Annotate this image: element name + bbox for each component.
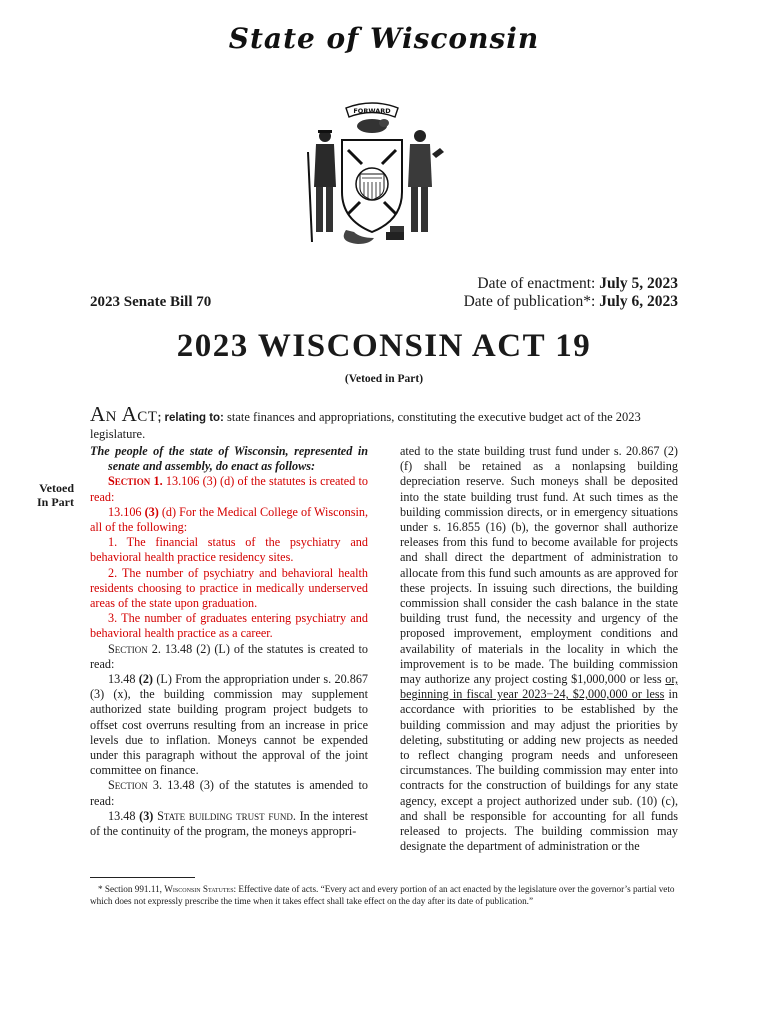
footnote-rule	[90, 877, 195, 878]
left-column	[90, 444, 368, 839]
right-column	[400, 444, 678, 854]
wisconsin-coat-of-arms-seal	[298, 92, 446, 250]
enactment-date-line	[464, 275, 678, 293]
section-2-text: 13.48 (2) (L) of the statutes is created to read:	[90, 641, 369, 671]
section-3-sub: (3)	[139, 808, 154, 823]
state-title: State of Wisconsin	[228, 22, 540, 55]
section-1-label: Section 1.	[108, 474, 163, 489]
an-act-label: An Act	[90, 402, 158, 426]
section-3-label: Section 3.	[108, 778, 163, 793]
seal-motto: FORWARD	[353, 107, 391, 115]
relating-clause	[90, 402, 690, 442]
vetoed-margin-note	[30, 481, 74, 509]
section-2-number: 13.48	[108, 672, 139, 687]
publication-date-line	[464, 293, 678, 311]
section-1-number: 13.106	[108, 504, 145, 519]
section-1-body-text: (d) For the Medical College of Wisconsin, all of the following:	[90, 504, 369, 535]
publication-date: July 6, 2023	[599, 293, 678, 310]
section-1-item-2: 2. The number of psychiatry and behavioral health residents choosing to practice in medically underserved areas of the state upon graduation.	[90, 565, 368, 611]
bill-number: 2023 Senate Bill 70	[90, 294, 212, 310]
section-2-sub: (2)	[138, 672, 153, 687]
vetoed-note: (Vetoed in Part)	[344, 373, 424, 385]
section-2-label: Section 2.	[108, 641, 161, 656]
section-3-caption: State building trust fund.	[153, 808, 296, 823]
inserted-text: or, beginning in fiscal year 2023−24, $2,000,000 or less	[400, 672, 678, 702]
enacting-clause: The people of the state of Wisconsin, represented in senate and assembly, do enact as follows:	[90, 444, 368, 474]
enactment-label: Date of enactment:	[477, 275, 596, 292]
section-1-item-1: 1. The financial status of the psychiatry and behavioral health practice residency sites.	[90, 535, 368, 565]
section-1-body	[90, 505, 368, 535]
section-1-heading	[90, 474, 368, 504]
footnote-text: : Effective date of acts. “Every act and every portion of an act enacted by the legislature over the governor’s partial veto which does not expressly prescribe the time when it takes effect shall take effect on the day after its date of publication.”	[90, 884, 675, 906]
relating-text: state finances and appropriations, constituting the executive budget act of the 2023 legislature.	[90, 410, 641, 441]
footnote-source: Wisconsin Statutes	[164, 884, 234, 894]
section-3-body	[90, 809, 368, 839]
section-1-text: 13.106 (3) (d) of the statutes is created to read:	[90, 474, 368, 504]
section-2-body	[90, 672, 368, 778]
act-title: 2023 WISCONSIN ACT 19	[176, 328, 592, 364]
continued-text-a: ated to the state building trust fund under s. 20.867 (2) (f) shall be retained as a nonlapsing building depreciation reserve. Such moneys shall be deposited into the state building trust fund. At such times as the building commission directs, or in emergency situations under s. 16.855 (16) (b), the governor shall authorize releases from this fund to become available for projects and shall direct the department of administration to allocate from this fund such amounts as are approved for these projects. In issuing such directions, the building commission shall consider the cash balance in the state building trust fund, the necessity and urgency of the proposed improvement, employment conditions and availability of materials in the locality in which the improvement is to be made. The building commission may authorize any project costing $1,000,000 or less	[400, 444, 678, 687]
section-2-heading	[90, 642, 368, 672]
margin-note-line1: Vetoed	[39, 481, 74, 495]
section-3-heading	[90, 778, 368, 808]
continued-text-b: in accordance with priorities to be established by the building commission and may adjust the priorities by deleting, substituting or adding new projects as needed to reflect changing program needs and unforeseen circumstances. The building commission may enter into contracts for the construction of buildings for any state agency, except a project authorized under sub. (10) (c), and shall be responsible for accounting for all funds released to projects. The building commission may designate the department of administration or the	[400, 687, 678, 854]
enactment-date: July 5, 2023	[599, 275, 678, 292]
section-3-number: 13.48	[108, 808, 140, 823]
section-3-continued	[400, 444, 678, 854]
dates-block	[464, 275, 678, 311]
footnote-lead: * Section 991.11,	[98, 884, 165, 894]
margin-note-line2: In Part	[37, 495, 74, 509]
section-3-text: 13.48 (3) of the statutes is amended to read:	[90, 778, 368, 808]
footnote	[90, 883, 684, 907]
section-3-body-text: In the interest of the continuity of the program, the moneys appropri-	[90, 808, 368, 839]
section-1-sub: (3)	[144, 504, 159, 519]
publication-label: Date of publication*:	[463, 293, 596, 310]
relating-label: ; relating to:	[157, 412, 224, 424]
section-2-body-text: (L) From the appropriation under s. 20.867 (3) (x), the building commission may supplement authorized state building program project budgets to offset cost overruns resulting from an increase in price levels due to inflation. Moneys cannot be expended under this paragraph without the approval of the joint committee on finance.	[90, 672, 369, 778]
section-1-item-3: 3. The number of graduates entering psychiatry and behavioral health practice as a career.	[90, 611, 368, 641]
